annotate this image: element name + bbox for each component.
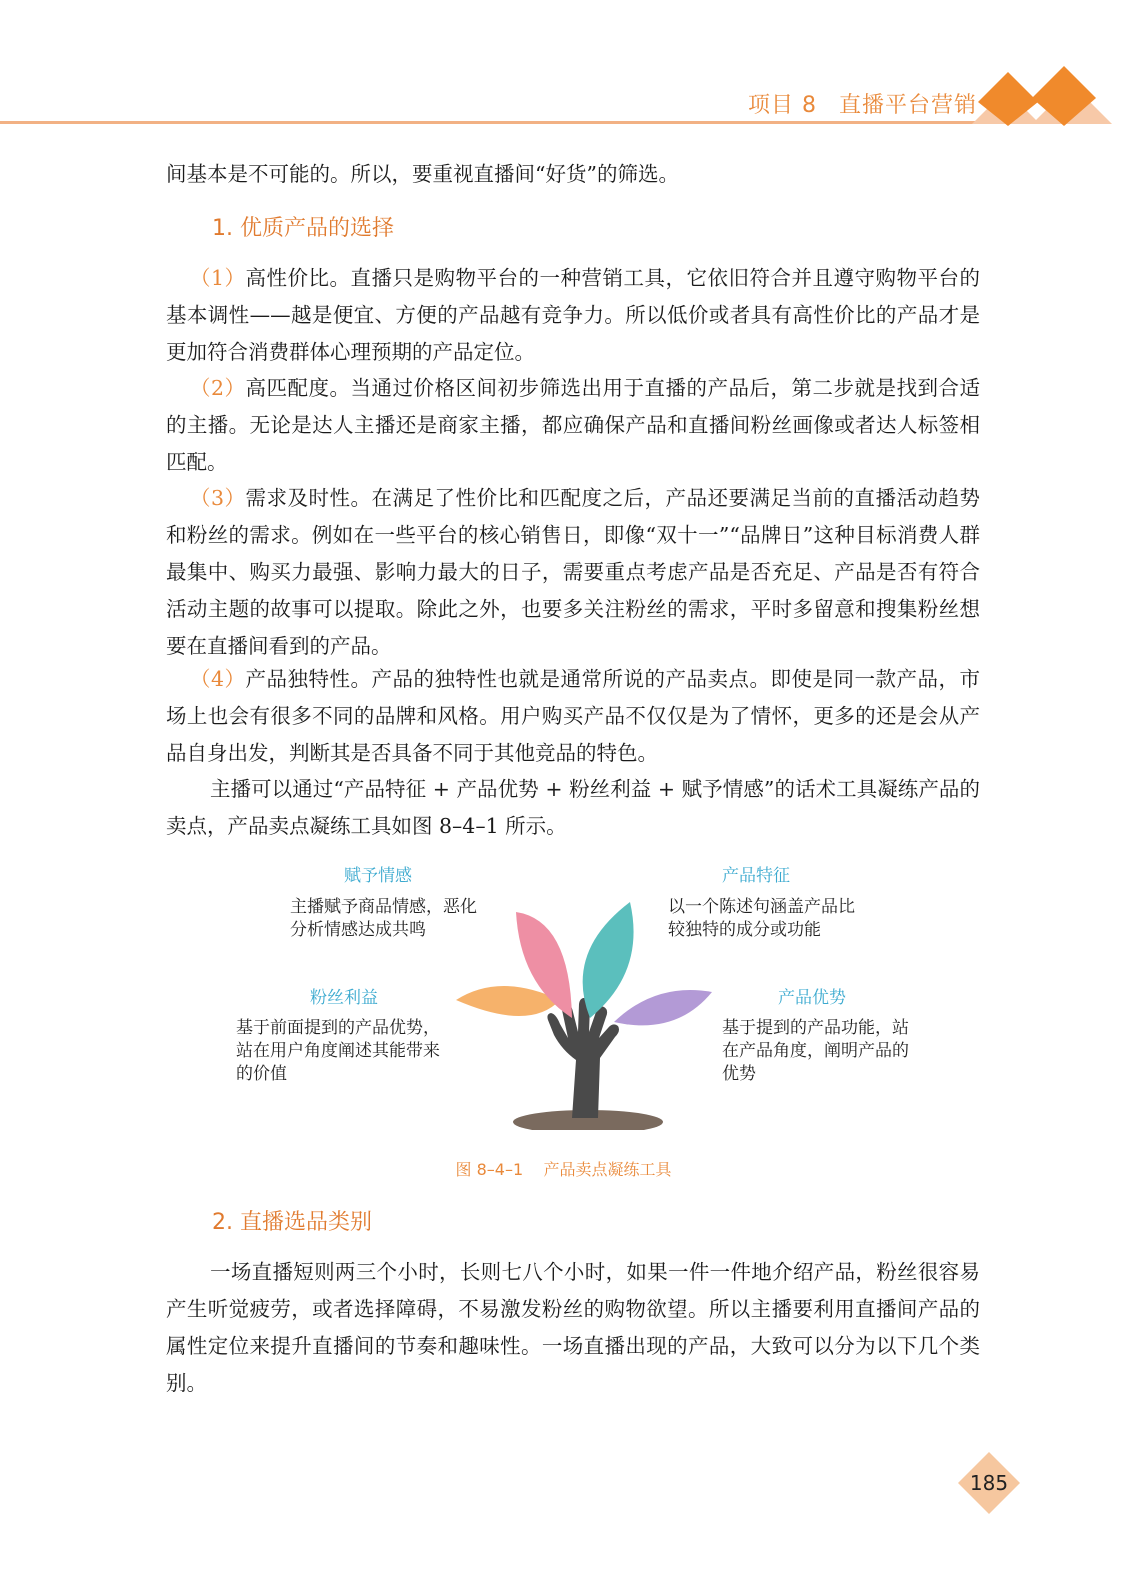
teal-leaf: [583, 902, 634, 1018]
fig-feature-title: 产品特征: [722, 866, 790, 886]
fig-advantage-title: 产品优势: [778, 988, 846, 1008]
fig-feature-desc: 以一个陈述句涵盖产品比较独特的成分或功能: [668, 897, 855, 940]
running-header: [748, 88, 977, 119]
figure-caption: 图 8–4–1 产品卖点凝练工具: [455, 1160, 672, 1179]
item-4-text: 产品独特性。产品的独特性也就是通常所说的产品卖点。即使是同一款产品，市场上也会有很多不同的品牌和风格。用户购买产品不仅仅是为了情怀，更多的还是会从产品自身出发，判断其是否具备不同于其他竞品的特色。: [166, 667, 981, 765]
section2-body: 一场直播短则两三个小时，长则七八个小时，如果一件一件地介绍产品，粉丝很容易产生听觉疲劳，或者选择障碍，不易激发粉丝的购物欲望。所以主播要利用直播间产品的属性定位来提升直播间的节奏和趣味性。一场直播出现的产品，大致可以分为以下几个类别。: [166, 1260, 980, 1395]
item-3: [166, 480, 980, 665]
intro-line: 间基本是不可能的。所以，要重视直播间“好货”的筛选。: [166, 162, 679, 186]
item-3-text: 需求及时性。在满足了性价比和匹配度之后，产品还要满足当前的直播活动趋势和粉丝的需求。例如在一些平台的核心销售日，即像“双十一”“品牌日”这种目标消费人群最集中、购买力最强、影响力最大的日子，需要重点考虑产品是否充足、产品是否有符合活动主题的故事可以提取。除此之外，也要多关注粉丝的需求，平时多留意和搜集粉丝想要在直播间看到的产品。: [166, 486, 981, 658]
chapter-title: 直播平台营销: [839, 93, 978, 118]
item-1: [166, 260, 980, 371]
section1-closing: 主播可以通过“产品特征 + 产品优势 + 粉丝利益 + 赋予情感”的话术工具凝练产品的卖点，产品卖点凝练工具如图 8–4–1 所示。: [166, 777, 980, 838]
header-rule: [0, 121, 1000, 124]
trunk-hand: [547, 998, 619, 1118]
fig-emotion-desc: 主播赋予商品情感，恶化分析情感达成共鸣: [290, 897, 477, 940]
item-1-text: 高性价比。直播只是购物平台的一种营销工具，它依旧符合并且遵守购物平台的基本调性——越是便宜、方便的产品越有竞争力。所以低价或者具有高性价比的产品才是更加符合消费群体心理预期的产品定位。: [166, 266, 981, 364]
item-3-number: （3）: [190, 486, 246, 510]
tree-hand-illustration: [450, 900, 720, 1130]
page-number-badge: [956, 1450, 1022, 1516]
item-4: [166, 661, 980, 772]
fig-emotion-title: 赋予情感: [344, 866, 412, 886]
chapter-label: 项目 8: [748, 93, 817, 118]
item-2-number: （2）: [190, 376, 246, 400]
page-number: 185: [969, 1471, 1009, 1495]
item-4-number: （4）: [190, 667, 246, 691]
item-2-text: 高匹配度。当通过价格区间初步筛选出用于直播的产品后，第二步就是找到合适的主播。无论是达人主播还是商家主播，都应确保产品和直播间粉丝画像或者达人标签相匹配。: [166, 376, 981, 474]
fig-advantage-desc: 基于提到的产品功能，站在产品角度，阐明产品的优势: [722, 1018, 909, 1084]
item-2: [166, 370, 980, 481]
section2-heading: 2. 直播选品类别: [212, 1210, 372, 1235]
fig-benefit-desc: 基于前面提到的产品优势，站在用户角度阐述其能带来的价值: [236, 1018, 440, 1084]
fig-benefit-title: 粉丝利益: [310, 988, 378, 1008]
item-1-number: （1）: [190, 266, 246, 290]
section1-heading: 1. 优质产品的选择: [212, 216, 394, 241]
purple-leaf: [614, 990, 712, 1025]
header-diamond-decoration: [972, 64, 1112, 126]
